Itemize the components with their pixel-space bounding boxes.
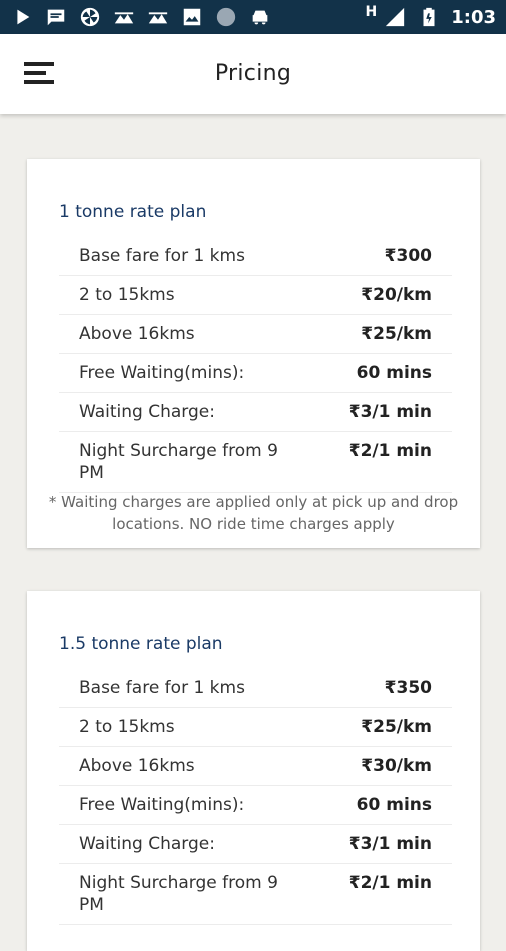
pricing-list[interactable] — [0, 114, 506, 915]
transport-icon — [248, 5, 272, 29]
rate-label: Waiting Charge: — [79, 834, 215, 854]
rate-row — [59, 432, 452, 493]
waiting-charge-note: * Waiting charges are applied only at pick up and drop locations. NO ride time charges apply — [48, 493, 459, 533]
rate-value: ₹2/1 min — [348, 873, 432, 893]
status-time: 1:03 — [451, 6, 496, 28]
circle-icon — [214, 5, 238, 29]
rate-table — [59, 669, 452, 925]
rate-value: ₹2/1 min — [348, 441, 432, 461]
rate-label: 2 to 15kms — [79, 285, 175, 305]
rate-label: Night Surcharge from 9 PM — [79, 441, 278, 483]
rate-row — [59, 786, 452, 825]
rate-label: Above 16kms — [79, 756, 195, 776]
rate-row — [59, 315, 452, 354]
rate-row — [59, 669, 452, 708]
plan-title: 1 tonne rate plan — [59, 202, 207, 222]
rate-label: Night Surcharge from 9 PM — [79, 873, 278, 915]
image-icon — [112, 5, 136, 29]
rate-label: Above 16kms — [79, 324, 195, 344]
signal-icon — [383, 5, 407, 29]
message-icon — [44, 5, 68, 29]
rate-value: ₹300 — [384, 246, 432, 266]
rate-label: Base fare for 1 kms — [79, 246, 245, 266]
rate-label: 2 to 15kms — [79, 717, 175, 737]
rate-value: ₹25/km — [361, 324, 432, 344]
rate-label: Free Waiting(mins): — [79, 795, 245, 815]
rate-row — [59, 354, 452, 393]
status-bar — [0, 0, 506, 34]
photo-icon — [180, 5, 204, 29]
plan-title: 1.5 tonne rate plan — [59, 634, 223, 654]
page-title: Pricing — [214, 61, 292, 86]
rate-label: Free Waiting(mins): — [79, 363, 245, 383]
rate-plan-card — [27, 591, 480, 951]
rate-value: ₹25/km — [361, 717, 432, 737]
rate-value: ₹30/km — [361, 756, 432, 776]
rate-value: ₹3/1 min — [348, 834, 432, 854]
network-type-label: H — [365, 4, 378, 20]
rate-table — [59, 237, 452, 493]
battery-icon — [417, 5, 441, 29]
rate-row — [59, 276, 452, 315]
rate-row — [59, 237, 452, 276]
rate-row — [59, 864, 452, 925]
rate-value: 60 mins — [356, 795, 432, 815]
play-icon — [10, 5, 34, 29]
pinwheel-icon — [78, 5, 102, 29]
rate-label: Base fare for 1 kms — [79, 678, 245, 698]
rate-value: ₹350 — [384, 678, 432, 698]
app-bar — [0, 34, 506, 114]
rate-value: ₹20/km — [361, 285, 432, 305]
rate-row — [59, 825, 452, 864]
image-icon — [146, 5, 170, 29]
rate-plan-card — [27, 159, 480, 548]
rate-row — [59, 393, 452, 432]
rate-row — [59, 747, 452, 786]
rate-row — [59, 708, 452, 747]
rate-value: ₹3/1 min — [348, 402, 432, 422]
rate-value: 60 mins — [356, 363, 432, 383]
rate-label: Waiting Charge: — [79, 402, 215, 422]
